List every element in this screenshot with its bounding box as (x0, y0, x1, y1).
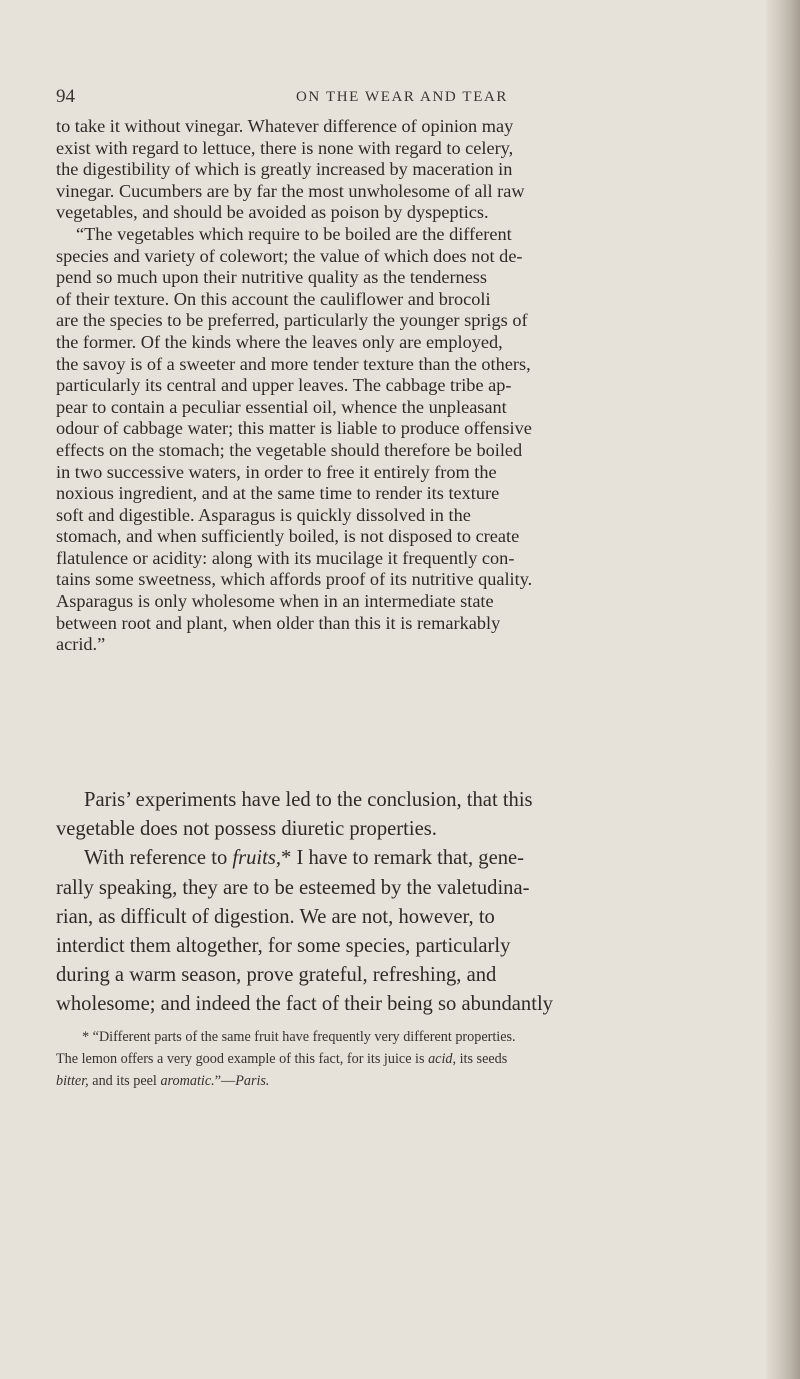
body-text-large (56, 786, 766, 1020)
text-line: the digestibility of which is greatly increased by maceration in (56, 159, 513, 180)
text-line: to take it without vinegar. Whatever difference of opinion may (56, 116, 514, 136)
page-edge (766, 0, 800, 1379)
text-line: vegetables, and should be avoided as poison by dyspeptics. (56, 202, 489, 223)
footnote-mark: * (281, 847, 292, 870)
text-line: of their texture. On this account the cauliflower and brocoli (56, 288, 491, 309)
text-span: its seeds (456, 1051, 508, 1067)
body-text-small (56, 116, 766, 656)
text-line: wholesome; and indeed the fact of their being so abundantly (56, 993, 553, 1016)
text-line: interdict them altogether, for some species, particularly (56, 934, 511, 957)
text-line: effects on the stomach; the vegetable should therefore be boiled (56, 439, 523, 460)
text-line: Asparagus is only wholesome when in an intermediate state (56, 591, 494, 612)
text-span: The lemon offers a very good example of this fact, for its juice is (56, 1051, 429, 1067)
emphasis-acid: acid, (428, 1051, 457, 1067)
text-line: odour of cabbage water; this matter is liable to produce offensive (56, 418, 532, 439)
text-line: acrid.” (56, 634, 106, 655)
text-line: tains some sweetness, which affords proof of its nutritive quality. (56, 569, 533, 590)
footnote-line (56, 1048, 766, 1070)
text-line: flatulence or acidity: along with its mucilage it frequently con- (56, 547, 515, 568)
text-line: pend so much upon their nutritive quality as the tenderness (56, 267, 488, 288)
text-line: the savoy is of a sweeter and more tender texture than the others, (56, 353, 531, 374)
text-line: rian, as difficult of digestion. We are not, however, to (56, 905, 495, 928)
text-line: between root and plant, when older than this it is remarkably (56, 612, 501, 633)
text-line: species and variety of colewort; the value of which does not de- (56, 245, 523, 266)
text-span: I have to remark that, gene- (291, 847, 525, 870)
text-line: soft and digestible. Asparagus is quickly dissolved in the (56, 504, 471, 525)
text-line: during a warm season, prove grateful, refreshing, and (56, 964, 497, 987)
text-span: With reference to (84, 847, 233, 870)
page-number: 94 (56, 86, 75, 107)
text-line: the former. Of the kinds where the leaves only are employed, (56, 331, 503, 352)
footnote (56, 1026, 766, 1092)
footnote-source: Paris. (235, 1073, 270, 1089)
text-line: exist with regard to lettuce, there is none with regard to celery, (56, 137, 514, 158)
running-head (56, 86, 736, 110)
text-line: noxious ingredient, and at the same time to render its texture (56, 483, 500, 504)
text-line: rally speaking, they are to be esteemed by the valetudina- (56, 876, 530, 899)
text-line: Paris’ experiments have led to the conclusion, that this (84, 789, 533, 811)
text-line: stomach, and when sufficiently boiled, is not disposed to create (56, 526, 520, 547)
text-line: are the species to be preferred, particularly the younger sprigs of (56, 310, 528, 331)
emphasis-aromatic: aromatic. (160, 1073, 215, 1089)
text-line: particularly its central and upper leaves. The cabbage tribe ap- (56, 375, 512, 396)
emphasis-fruits: fruits, (232, 847, 282, 870)
fruits-line (56, 844, 766, 873)
text-line: pear to contain a peculiar essential oil, whence the unpleasant (56, 396, 507, 417)
text-span: and its peel (88, 1073, 161, 1089)
text-line: in two successive waters, in order to free it entirely from the (56, 461, 497, 482)
emphasis-bitter: bitter, (56, 1073, 89, 1089)
running-title: ON THE WEAR AND TEAR (296, 89, 508, 105)
text-line: “The vegetables which require to be boiled are the different (76, 223, 512, 244)
text-line: vegetable does not possess diuretic properties. (56, 818, 437, 841)
footnote-line (56, 1070, 766, 1092)
text-line: vinegar. Cucumbers are by far the most unwholesome of all raw (56, 180, 525, 201)
footnote-line: * “Different parts of the same fruit have frequently very different properties. (82, 1029, 516, 1045)
text-span: ”— (214, 1073, 236, 1089)
